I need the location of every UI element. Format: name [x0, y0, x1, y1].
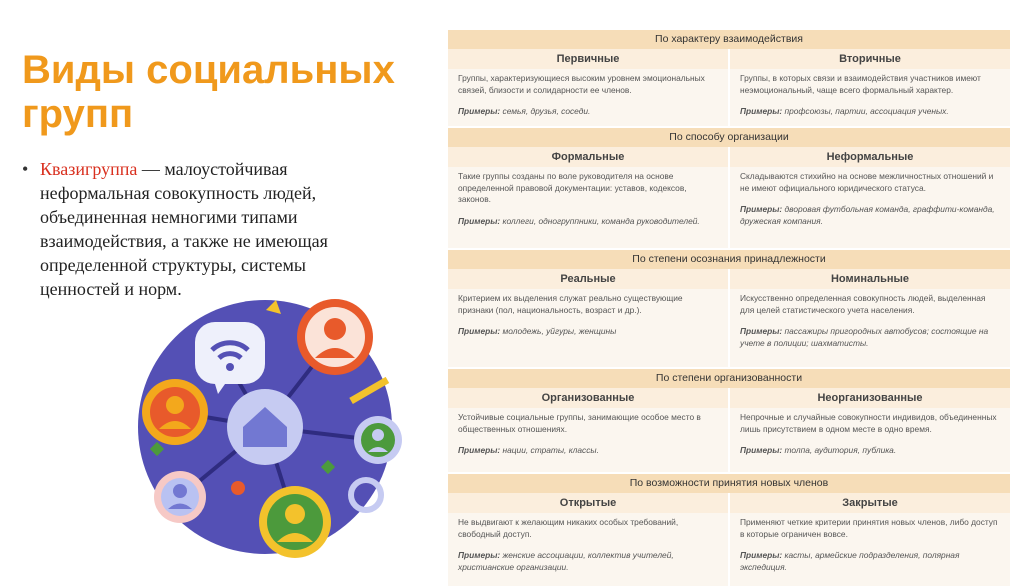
group-examples: [458, 326, 718, 338]
section-heading: По способу организации: [448, 128, 1010, 147]
bullet-body: — малоустойчивая неформальная совокупность людей, объединенная немногими типами взаимодействия, а также не имеющая определенной структуры, системы ценностей и норм.: [40, 159, 328, 299]
right-description-cell: [730, 513, 1010, 586]
group-examples: [458, 106, 718, 118]
left-group-name: Формальные: [448, 147, 730, 167]
right-description-cell: [730, 69, 1010, 126]
social-network-illustration: [130, 292, 420, 572]
left-description-cell: [448, 289, 730, 367]
table-section: [448, 250, 1010, 369]
examples-text: коллеги, одногруппники, команда руководителей.: [502, 215, 700, 226]
subheading-row: [448, 493, 1010, 513]
subheading-row: [448, 269, 1010, 289]
left-group-name: Первичные: [448, 49, 730, 69]
group-types-table: [448, 30, 1010, 570]
group-examples: [458, 216, 718, 228]
left-description-cell: [448, 167, 730, 248]
examples-text: касты, армейские подразделения, полярная экспедиция.: [740, 550, 960, 572]
group-description: Группы, в которых связи и взаимодействия участников имеют неэмоциональный, чаще всего формальный характер.: [740, 73, 981, 95]
section-heading: По характеру взаимодействия: [448, 30, 1010, 49]
subheading-row: [448, 147, 1010, 167]
left-description-cell: [448, 513, 730, 586]
examples-label: Примеры:: [740, 550, 783, 560]
group-description: Применяют четкие критерии принятия новых членов, либо доступ в которые ограничен вовсе.: [740, 517, 998, 539]
group-examples: [740, 106, 1000, 118]
left-group-name: Организованные: [448, 388, 730, 408]
avatar-yellow-icon: [142, 379, 208, 445]
bullet-marker: •: [22, 159, 29, 179]
home-hub-icon: [227, 389, 303, 465]
examples-label: Примеры:: [740, 204, 783, 214]
subheading-row: [448, 49, 1010, 69]
subheading-row: [448, 388, 1010, 408]
right-group-name: Неформальные: [826, 151, 914, 163]
table-section: [448, 369, 1010, 474]
examples-label: Примеры:: [458, 106, 501, 116]
group-description: Группы, характеризующиеся высоким уровнем эмоциональных связей, близости и солидарности ее членов.: [458, 73, 705, 95]
group-examples: [740, 550, 1000, 573]
group-description: Складываются стихийно на основе межличностных отношений и не имеют официального юридического статуса.: [740, 171, 994, 193]
avatar-green-small-icon: [354, 416, 402, 464]
examples-label: Примеры:: [740, 326, 783, 336]
dot-decoration-icon: [231, 481, 245, 495]
examples-label: Примеры:: [458, 215, 501, 226]
examples-label: Примеры:: [458, 326, 501, 336]
table-section: [448, 128, 1010, 250]
right-group-name: Номинальные: [830, 273, 910, 285]
examples-text: молодежь, уйгуры, женщины: [502, 326, 617, 336]
group-examples: [458, 445, 718, 457]
right-description-cell: [730, 167, 1010, 248]
examples-text: профсоюзы, партии, ассоциация ученых.: [784, 106, 949, 116]
examples-text: толпа, аудитория, публика.: [784, 445, 897, 455]
right-description-cell: [730, 289, 1010, 367]
examples-text: дворовая футбольная команда, граффити-команда, дружеская компания.: [740, 204, 995, 226]
group-description: Критерием их выделения служат реально существующие признаки (пол, национальность, возраст и др.).: [458, 293, 683, 315]
bullet-definition: [22, 157, 370, 301]
left-group-name: Реальные: [448, 269, 730, 289]
examples-label: Примеры:: [458, 550, 501, 560]
group-examples: [740, 204, 1000, 227]
description-row: [448, 513, 1010, 586]
examples-text: нации, страты, классы.: [502, 445, 599, 455]
avatar-orange-icon: [297, 299, 373, 375]
group-examples: [458, 550, 718, 573]
table-section: [448, 474, 1010, 586]
examples-label: Примеры:: [458, 445, 501, 455]
right-group-name: Вторичные: [839, 53, 901, 65]
examples-text: пассажиры пригородных автобусов; состоящие на учете в полиции; шахматисты.: [740, 326, 989, 348]
group-description: Такие группы созданы по воле руководителя на основе определенной правовой документации: уставов, кодексов, законов.: [458, 171, 687, 204]
bullet-term: Квазигруппа: [40, 159, 138, 179]
examples-label: Примеры:: [740, 106, 783, 116]
section-heading: По степени организованности: [448, 369, 1010, 388]
left-group-name: Открытые: [448, 493, 730, 513]
group-examples: [740, 445, 1000, 457]
description-row: [448, 167, 1010, 248]
right-description-cell: [730, 408, 1010, 472]
description-row: [448, 408, 1010, 472]
examples-label: Примеры:: [740, 445, 783, 455]
group-description: Искусственно определенная совокупность людей, выделенная для целей статистического учета населения.: [740, 293, 986, 315]
left-description-cell: [448, 69, 730, 126]
group-examples: [740, 326, 1000, 349]
description-row: [448, 69, 1010, 126]
slide-title: Виды социальных групп: [22, 48, 395, 136]
group-description: Не выдвигают к желающим никаких особых требований, свободный доступ.: [458, 517, 679, 539]
description-row: [448, 289, 1010, 367]
left-description-cell: [448, 408, 730, 472]
group-description: Непрочные и случайные совокупности индивидов, объединенных лишь присутствием в одном месте в одно время.: [740, 412, 997, 434]
right-group-name: Закрытые: [842, 497, 898, 509]
avatar-green-icon: [259, 486, 331, 558]
group-description: Устойчивые социальные группы, занимающие особое место в общественных отношениях.: [458, 412, 701, 434]
section-heading: По возможности принятия новых членов: [448, 474, 1010, 493]
table-section: [448, 30, 1010, 128]
avatar-pink-icon: [154, 471, 206, 523]
right-group-name: Неорганизованные: [817, 392, 923, 404]
section-heading: По степени осознания принадлежности: [448, 250, 1010, 269]
examples-text: женские ассоциации, коллектив учителей, христианские организации.: [458, 550, 674, 572]
examples-text: семья, друзья, соседи.: [502, 106, 591, 116]
